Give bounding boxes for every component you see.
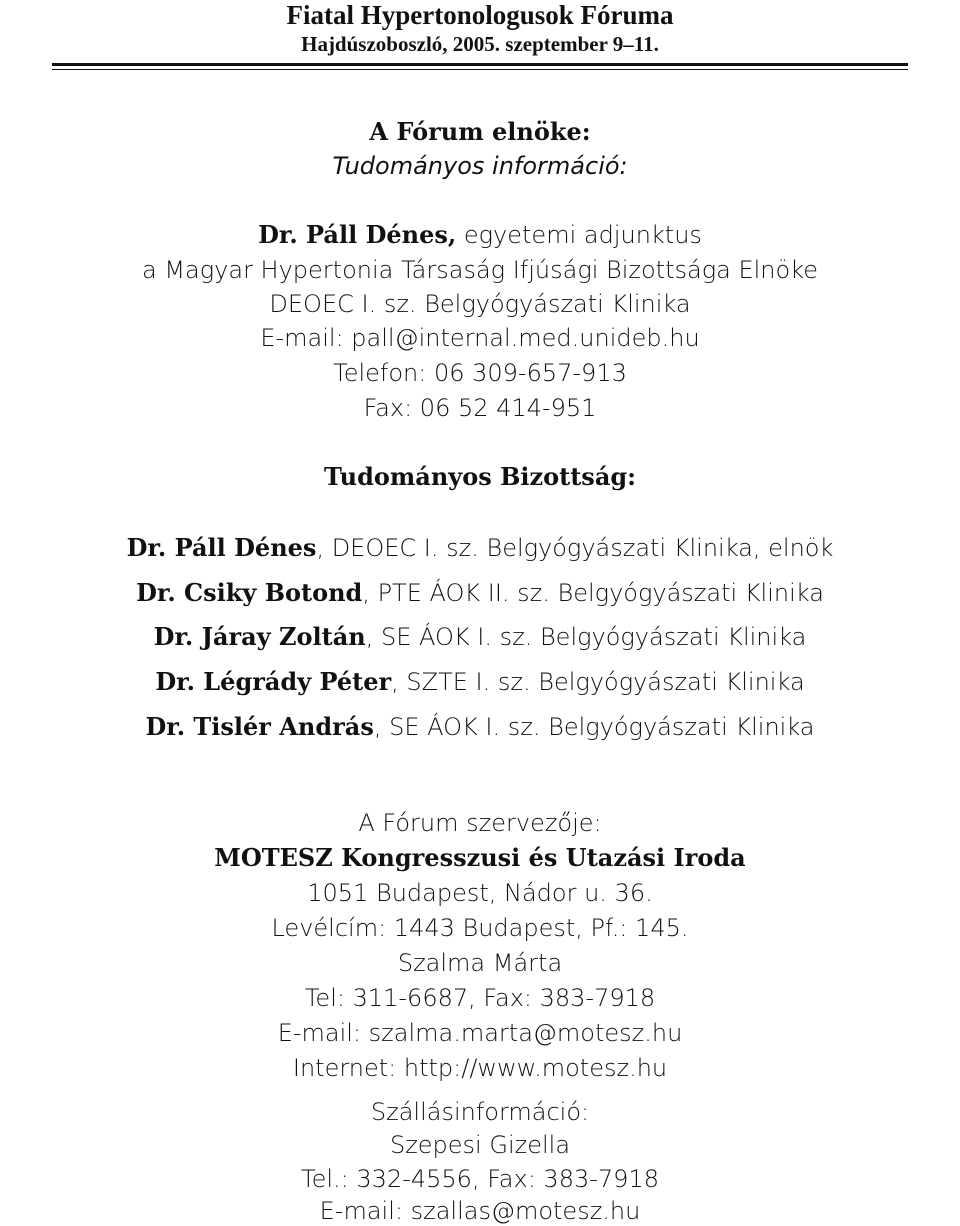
committee-member: [0, 667, 960, 697]
president-fax: Fax: 06 52 414-951: [363, 394, 597, 422]
organizer-name: MOTESZ Kongresszusi és Utazási Iroda: [214, 843, 746, 872]
president-role: egyetemi adjunktus: [456, 221, 702, 249]
committee-member: [0, 712, 960, 742]
committee-member: [0, 622, 960, 652]
page-subtitle: Hajdúszoboszló, 2005. szeptember 9–11.: [301, 32, 659, 56]
member-affiliation: , PTE ÁOK II. sz. Belgyógyászati Klinika: [362, 579, 824, 607]
organizer-contact: Szalma Márta: [397, 949, 563, 977]
member-affiliation: , SE ÁOK I. sz. Belgyógyászati Klinika: [373, 713, 815, 741]
member-name: Dr. Csiky Botond: [136, 578, 363, 607]
page-title: Fiatal Hypertonologusok Fóruma: [286, 0, 674, 30]
committee-member: [0, 533, 960, 563]
member-affiliation: , SZTE I. sz. Belgyógyászati Klinika: [391, 668, 805, 696]
president-subheading: Tudományos információ:: [332, 152, 628, 180]
member-name: Dr. Légrády Péter: [155, 667, 392, 696]
organizer-email[interactable]: E-mail: szalma.marta@motesz.hu: [277, 1019, 683, 1047]
member-name: Dr. Járay Zoltán: [153, 622, 366, 651]
member-name: Dr. Páll Dénes: [126, 533, 317, 562]
header-rule: [52, 63, 908, 66]
committee-heading: Tudományos Bizottság:: [323, 462, 637, 491]
accommodation-email[interactable]: E-mail: szallas@motesz.hu: [319, 1197, 641, 1225]
organizer-postal: Levélcím: 1443 Budapest, Pf.: 145.: [271, 914, 689, 942]
header-rule-thin: [52, 69, 908, 70]
organizer-address: 1051 Budapest, Nádor u. 36.: [307, 879, 653, 907]
president-name-line: [0, 220, 960, 250]
organizer-label: A Fórum szervezője:: [358, 809, 602, 837]
accommodation-contact: Szepesi Gizella: [389, 1131, 571, 1159]
president-clinic: DEOEC I. sz. Belgyógyászati Klinika: [269, 290, 691, 318]
committee-member: [0, 578, 960, 608]
member-affiliation: , SE ÁOK I. sz. Belgyógyászati Klinika: [365, 623, 807, 651]
organizer-web[interactable]: Internet: http://www.motesz.hu: [292, 1054, 668, 1082]
president-email[interactable]: E-mail: pall@internal.med.unideb.hu: [260, 324, 700, 352]
member-name: Dr. Tislér András: [145, 712, 374, 741]
organizer-tel: Tel: 311-6687, Fax: 383-7918: [304, 984, 656, 1012]
president-name: Dr. Páll Dénes,: [258, 220, 457, 249]
accommodation-label: Szállásinformáció:: [370, 1098, 590, 1126]
president-title: a Magyar Hypertonia Társaság Ifjúsági Bizottsága Elnöke: [142, 256, 818, 284]
member-affiliation: , DEOEC I. sz. Belgyógyászati Klinika, elnök: [316, 534, 834, 562]
president-phone: Telefon: 06 309-657-913: [333, 359, 627, 387]
president-heading: A Fórum elnöke:: [369, 117, 591, 146]
accommodation-tel: Tel.: 332-4556, Fax: 383-7918: [301, 1165, 659, 1193]
